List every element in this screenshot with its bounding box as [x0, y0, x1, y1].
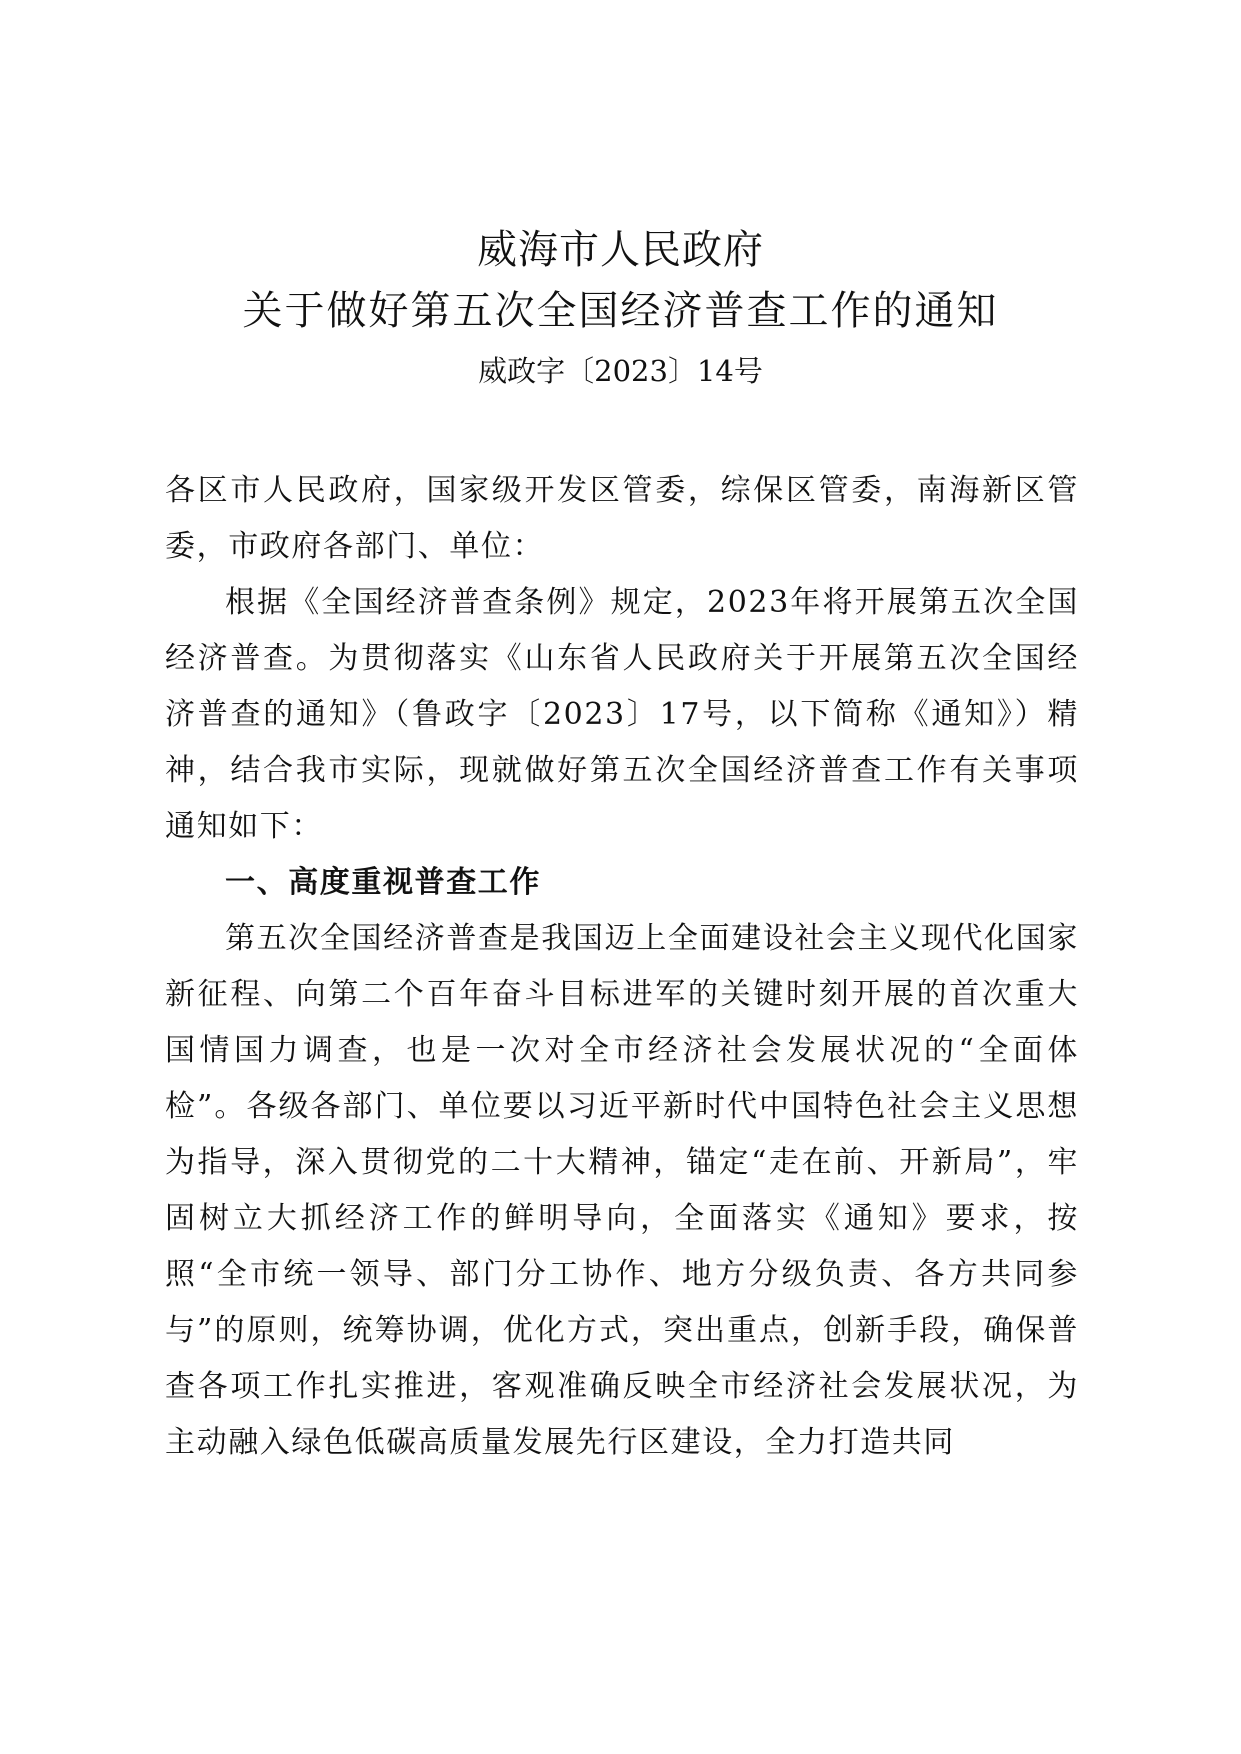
- document-title-subject: 关于做好第五次全国经济普查工作的通知: [242, 288, 999, 334]
- intro-paragraph: 根据《全国经济普查条例》规定，2023年将开展第五次全国经济普查。为贯彻落实《山东省人民政府关于开展第五次全国经济普查的通知》（鲁政字〔2023〕17号，以下简称《通知》）精神，结合我市实际，现就做好第五次全国经济普查工作有关事项通知如下：: [165, 585, 1079, 844]
- document-title-issuer: 威海市人民政府: [477, 227, 764, 273]
- document-number: 威政字〔2023〕14号: [478, 354, 763, 388]
- section-heading-1: 一、高度重视普查工作: [225, 865, 541, 900]
- section-body-1: 第五次全国经济普查是我国迈上全面建设社会主义现代化国家新征程、向第二个百年奋斗目标进军的关键时刻开展的首次重大国情国力调查，也是一次对全市经济社会发展状况的“全面体检”。各级各部门、单位要以习近平新时代中国特色社会主义思想为指导，深入贯彻党的二十大精神，锚定“走在前、开新局”，牢固树立大抓经济工作的鲜明导向，全面落实《通知》要求，按照“全市统一领导、部门分工协作、地方分级负责、各方共同参与”的原则，统筹协调，优化方式，突出重点，创新手段，确保普查各项工作扎实推进，客观准确反映全市经济社会发展状况，为主动融入绿色低碳高质量发展先行区建设，全力打造共同: [165, 921, 1079, 1460]
- addressee: 各区市人民政府，国家级开发区管委，综保区管委，南海新区管委，市政府各部门、单位：: [165, 473, 1079, 564]
- document-body: [165, 463, 1079, 1471]
